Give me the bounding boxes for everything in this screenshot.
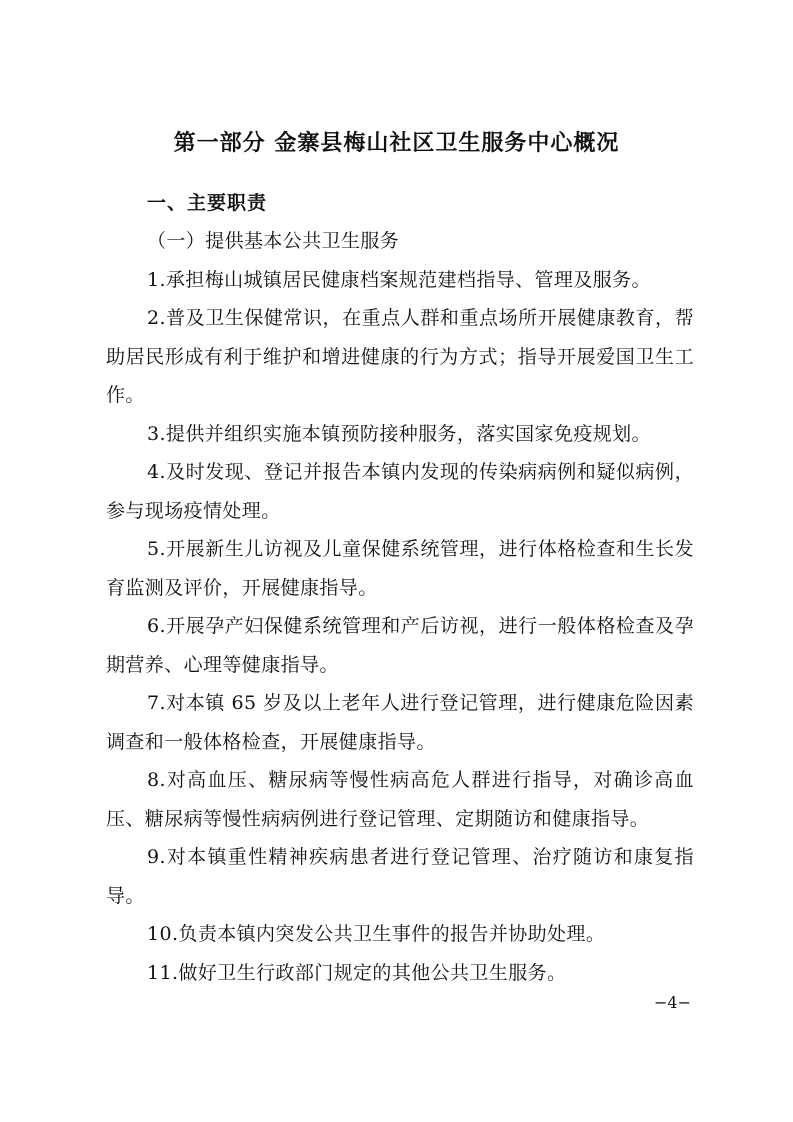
duty-item-4: 4.及时发现、登记并报告本镇内发现的传染病病例和疑似病例，参与现场疫情处理。 — [106, 461, 694, 522]
duty-item-8: 8.对高血压、糖尿病等慢性病高危人群进行指导，对确诊高血压、糖尿病等慢性病病例进行登记管理、定期随访和健康指导。 — [106, 769, 694, 830]
duty-item-10: 10.负责本镇内突发公共卫生事件的报告并协助处理。 — [147, 923, 606, 945]
duty-item-7: 7.对本镇 65 岁及以上老年人进行登记管理，进行健康危险因素调查和一般体格检查，开展健康指导。 — [106, 692, 694, 753]
page-title: 第一部分 金寨县梅山社区卫生服务中心概况 — [173, 131, 620, 156]
duty-item-9: 9.对本镇重性精神疾病患者进行登记管理、治疗随访和康复指导。 — [106, 846, 694, 907]
duty-item-2: 2.普及卫生保健常识，在重点人群和重点场所开展健康教育，帮助居民形成有利于维护和增进健康的行为方式；指导开展爱国卫生工作。 — [106, 307, 694, 406]
page-number: −4− — [654, 993, 691, 1012]
subsection-heading: （一）提供基本公共卫生服务 — [147, 230, 400, 252]
section-body — [106, 222, 694, 992]
duty-item-3: 3.提供并组织实施本镇预防接种服务，落实国家免疫规划。 — [147, 422, 651, 445]
duty-item-5: 5.开展新生儿访视及儿童保健系统管理，进行体格检查和生长发育监测及评价，开展健康指导。 — [106, 538, 694, 599]
duty-item-11: 11.做好卫生行政部门规定的其他公共卫生服务。 — [147, 961, 567, 984]
duty-item-6: 6.开展孕产妇保健系统管理和产后访视，进行一般体格检查及孕期营养、心理等健康指导。 — [106, 615, 694, 676]
section-heading: 一、主要职责 — [147, 192, 268, 214]
duty-item-1: 1.承担梅山城镇居民健康档案规范建档指导、管理及服务。 — [147, 268, 651, 291]
